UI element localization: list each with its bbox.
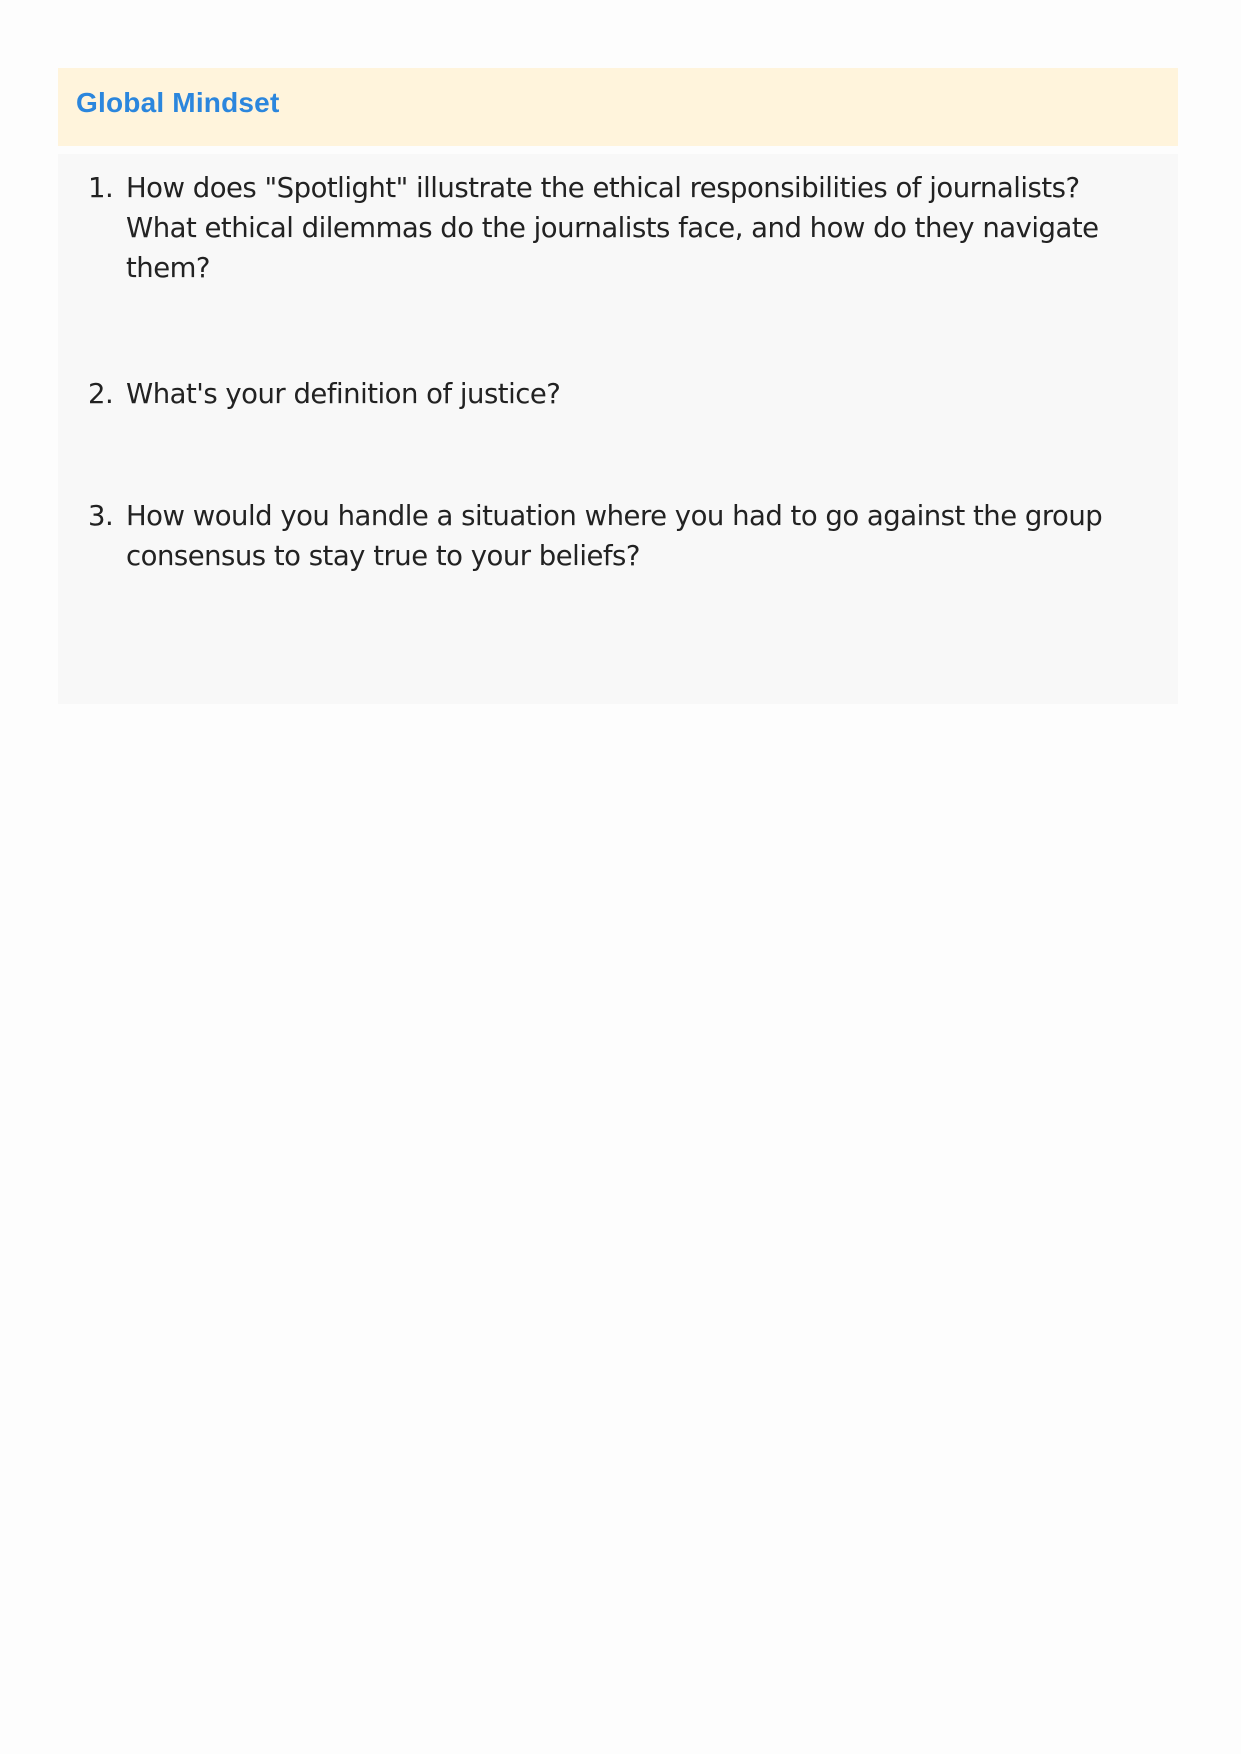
section-header [58,68,1178,146]
section-title: Global Mindset [76,87,280,118]
question-item-1 [88,168,1158,288]
question-number: 1. [88,172,114,204]
questions-panel [58,154,1178,704]
question-text: How would you handle a situation where you had to go against the group consensus to stay true to your beliefs? [126,500,1103,572]
question-item-2 [88,374,1158,414]
question-number: 2. [88,378,114,410]
question-number: 3. [88,500,114,532]
question-text: How does "Spotlight" illustrate the ethical responsibilities of journalists? What ethical dilemmas do the journalists face, and how do they navigate them? [126,172,1099,284]
question-item-3 [88,496,1158,576]
question-text: What's your definition of justice? [126,378,561,410]
